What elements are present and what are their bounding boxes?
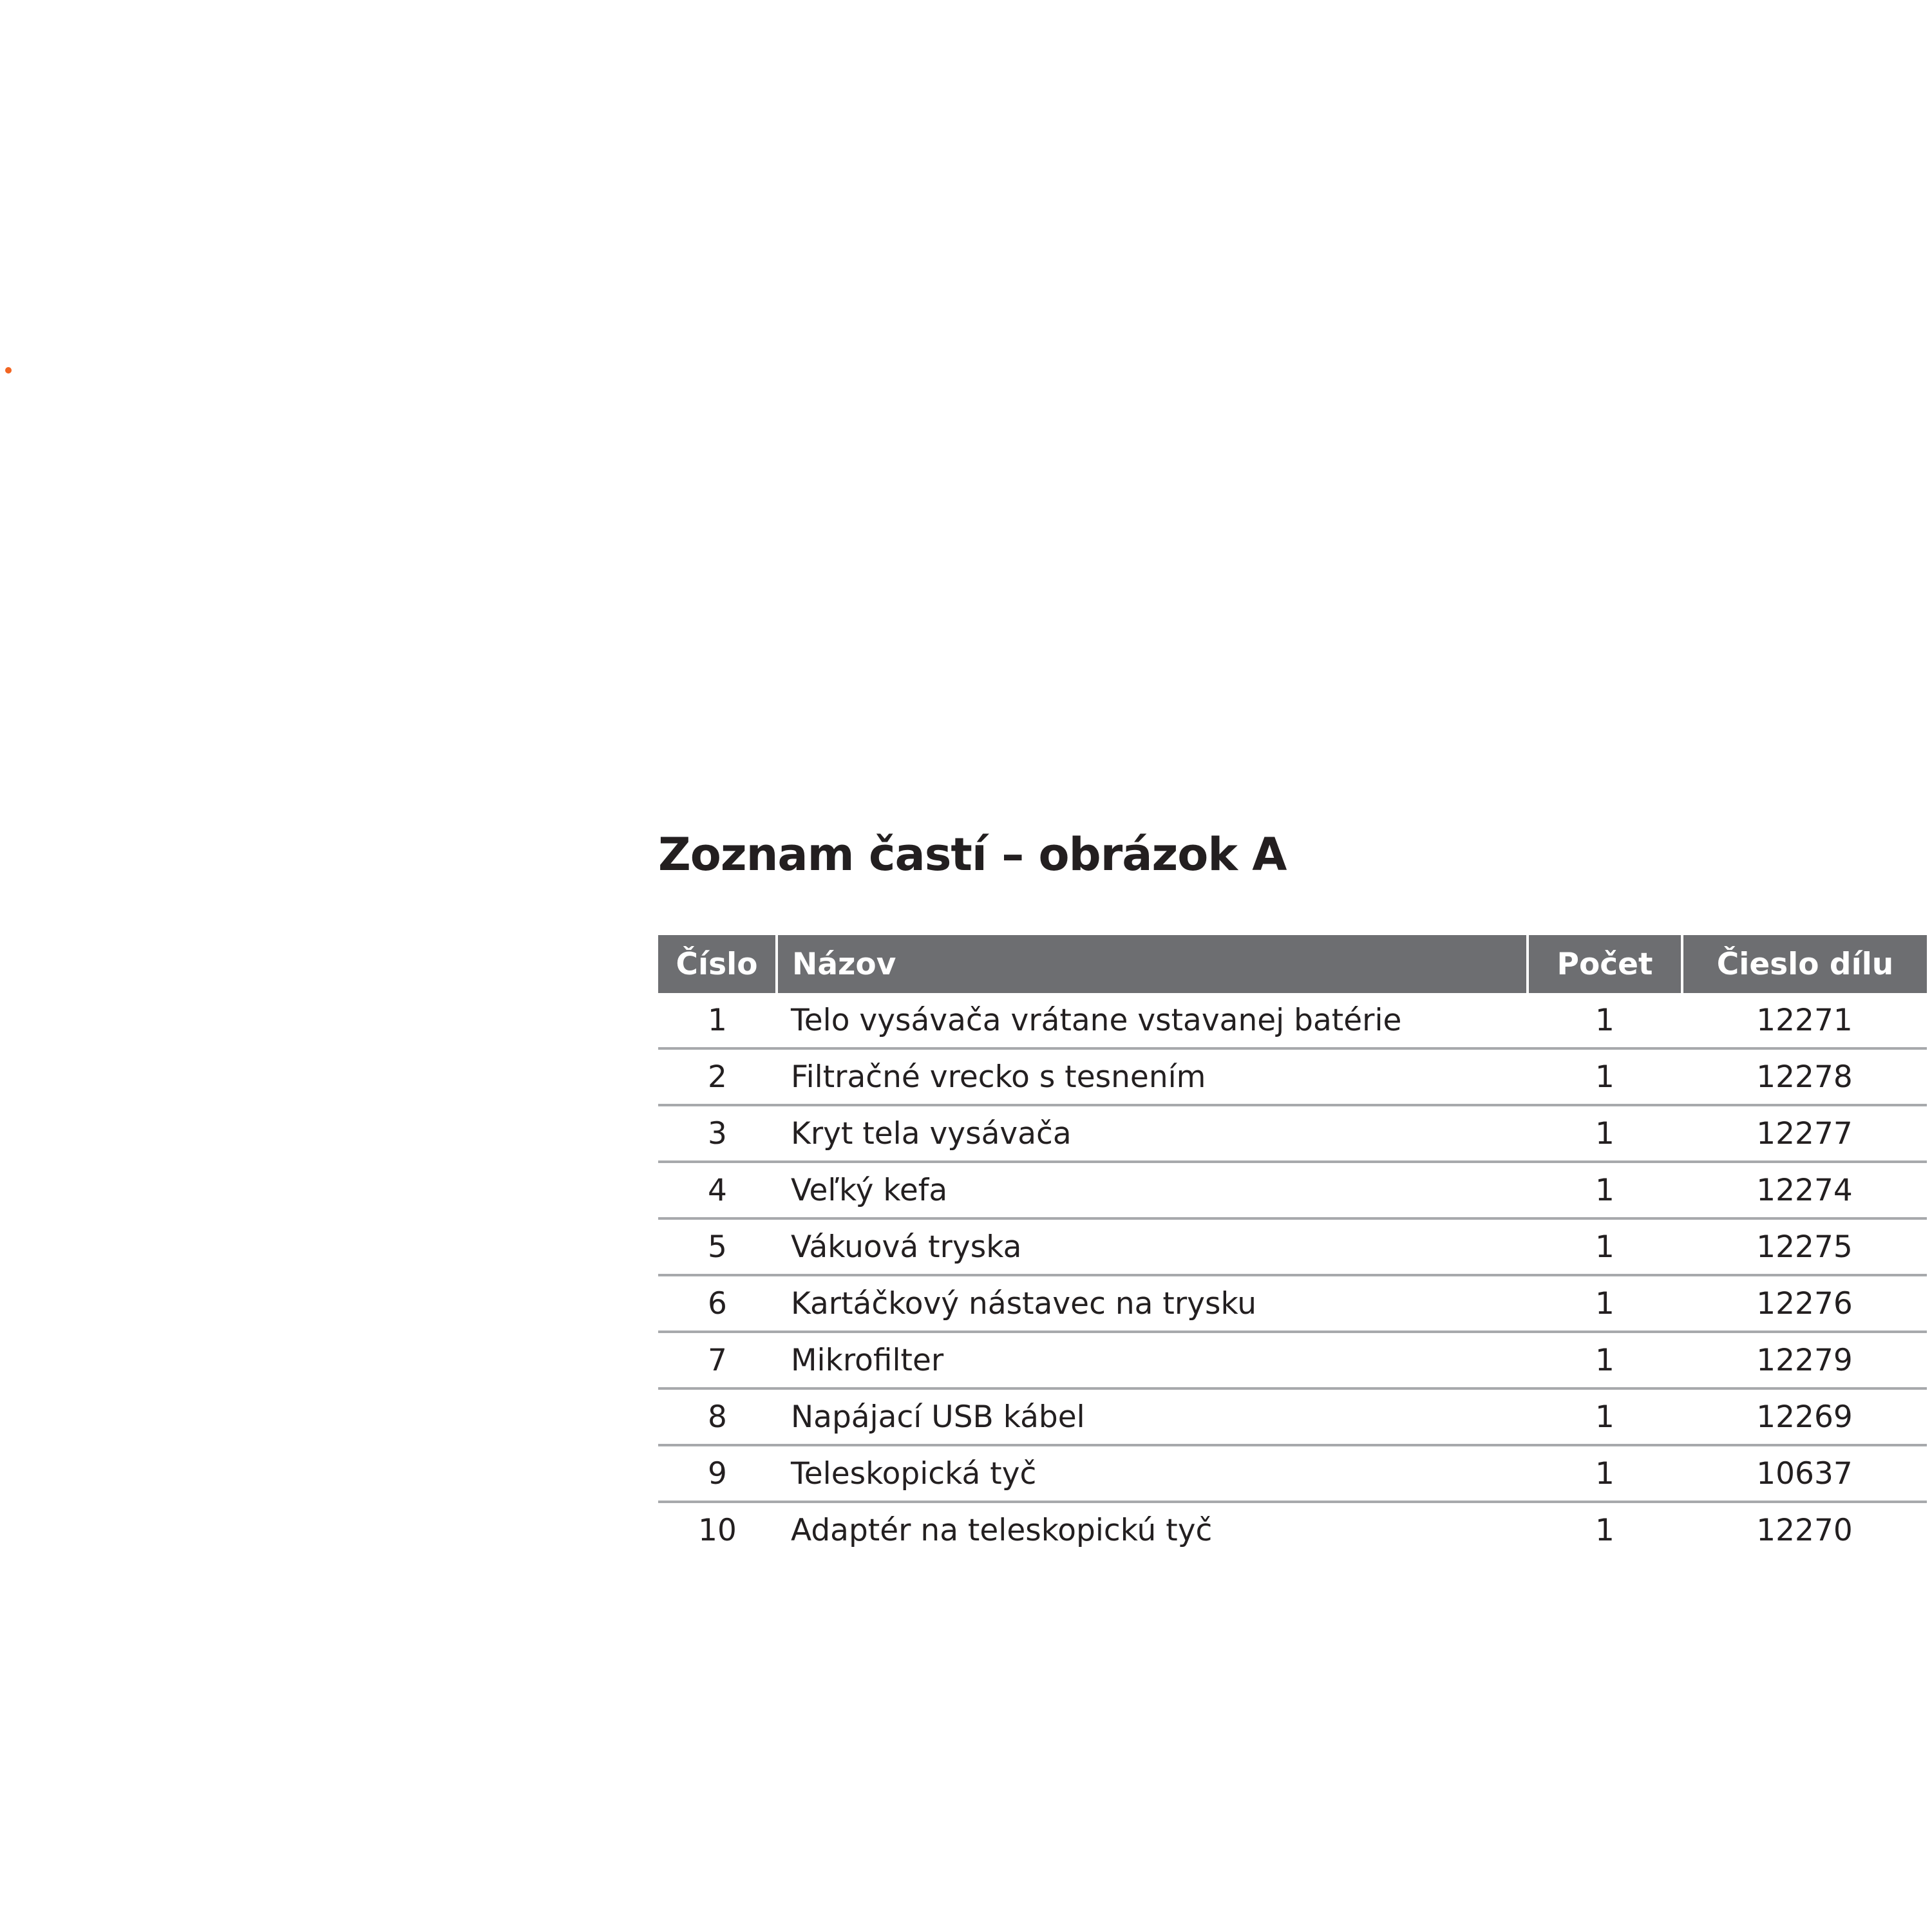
row-number: 7: [708, 1342, 727, 1378]
header-name: Názov: [777, 935, 1528, 993]
table-row: [658, 1445, 1927, 1502]
row-name: Telo vysávača vrátane vstavanej batérie: [791, 1002, 1402, 1038]
row-quantity: 1: [1595, 1002, 1615, 1038]
row-quantity: 1: [1595, 1059, 1615, 1095]
table-row: [658, 1162, 1927, 1218]
table-body: [658, 993, 1927, 1557]
row-number: 6: [708, 1285, 727, 1321]
row-number: 1: [708, 1002, 727, 1038]
table-header: [658, 935, 1927, 993]
row-part-number: 12274: [1756, 1172, 1853, 1208]
row-number: 9: [708, 1455, 727, 1492]
row-quantity: 1: [1595, 1455, 1615, 1492]
row-number: 5: [708, 1229, 727, 1265]
table-row: [658, 1048, 1927, 1105]
table-row: [658, 1388, 1927, 1445]
row-part-number: 12269: [1756, 1399, 1853, 1435]
row-number: 3: [708, 1115, 727, 1151]
row-quantity: 1: [1595, 1115, 1615, 1151]
row-name: Vákuová tryska: [791, 1229, 1022, 1265]
row-name: Kryt tela vysávača: [791, 1115, 1072, 1151]
row-part-number: 10637: [1756, 1455, 1853, 1492]
row-part-number: 12279: [1756, 1342, 1853, 1378]
row-name: Filtračné vrecko s tesnením: [791, 1059, 1206, 1095]
row-part-number: 12271: [1756, 1002, 1853, 1038]
row-name: Teleskopická tyč: [791, 1455, 1037, 1492]
row-name: Veľký kefa: [791, 1172, 948, 1208]
row-part-number: 12278: [1756, 1059, 1853, 1095]
table-row: [658, 1275, 1927, 1332]
table-row: [658, 1332, 1927, 1388]
row-quantity: 1: [1595, 1229, 1615, 1265]
row-part-number: 12277: [1756, 1115, 1853, 1151]
row-quantity: 1: [1595, 1342, 1615, 1378]
header-row: [658, 935, 1927, 993]
row-quantity: 1: [1595, 1172, 1615, 1208]
row-quantity: 1: [1595, 1285, 1615, 1321]
row-part-number: 12276: [1756, 1285, 1853, 1321]
page-title: Zoznam častí – obrázok A: [658, 828, 1287, 881]
row-number: 8: [708, 1399, 727, 1435]
parts-list-section: [658, 818, 1927, 1557]
header-number: Číslo: [658, 935, 777, 993]
header-quantity: Počet: [1528, 935, 1682, 993]
row-number: 4: [708, 1172, 727, 1208]
row-name: Mikrofilter: [791, 1342, 944, 1378]
table-row: [658, 1502, 1927, 1557]
row-part-number: 12275: [1756, 1229, 1853, 1265]
row-quantity: 1: [1595, 1512, 1615, 1548]
table-row: [658, 1218, 1927, 1275]
parts-table: [658, 935, 1927, 1557]
row-name: Kartáčkový nástavec na trysku: [791, 1285, 1257, 1321]
row-number: 10: [698, 1512, 737, 1548]
row-name: Adaptér na teleskopickú tyč: [791, 1512, 1213, 1548]
row-name: Napájací USB kábel: [791, 1399, 1085, 1435]
accent-dot: [5, 367, 12, 374]
row-number: 2: [708, 1059, 727, 1095]
table-row: [658, 1105, 1927, 1162]
table-row: [658, 993, 1927, 1048]
row-quantity: 1: [1595, 1399, 1615, 1435]
row-part-number: 12270: [1756, 1512, 1853, 1548]
header-part-number: Čieslo dílu: [1682, 935, 1927, 993]
